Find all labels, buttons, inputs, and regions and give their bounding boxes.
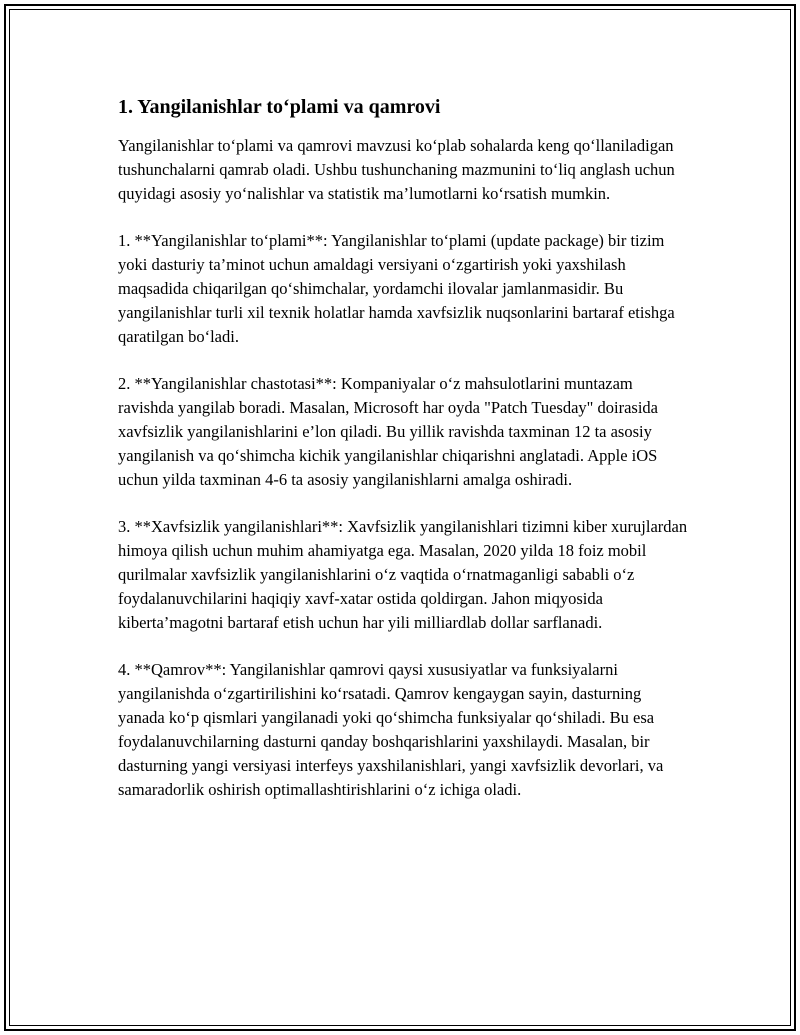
section-heading: 1. Yangilanishlar to‘plami va qamrovi <box>118 96 441 118</box>
paragraph-scope: 4. **Qamrov**: Yangilanishlar qamrovi qaysi xususiyatlar va funksiyalarni yangilanishda o‘zgartirilishini ko‘rsatadi. Qamrov kengaygan sayin, dasturning yanada ko‘p qismlari yangilanadi yoki qo‘shimcha funksiyalar qo‘shiladi. Bu esa foydalanuvchilarning dasturni qanday boshqarishlarini yaxshilaydi. Masalan, bir dasturning yangi versiyasi interfeys yaxshilanishlari, yangi xavfsizlik devorlari, va samaradorlik oshirish optimallashtirishlarini o‘z ichiga oladi. <box>118 660 664 799</box>
paragraph-security-updates: 3. **Xavfsizlik yangilanishlari**: Xavfsizlik yangilanishlari tizimni kiber xurujlardan himoya qilish uchun muhim ahamiyatga ega. Masalan, 2020 yilda 18 foiz mobil qurilmalar xavfsizlik yangilanishlarini o‘z vaqtida o‘rnatmaganligi sababli o‘z foydalanuvchilarini haqiqiy xavf-xatar ostida qoldirgan. Jahon miqyosida kiberta’magotni bartaraf etish uchun har yili milliardlab dollar sarflanadi. <box>118 517 688 632</box>
intro-paragraph: Yangilanishlar to‘plami va qamrovi mavzusi ko‘plab sohalarda keng qo‘llaniladigan tushunchalarni qamrab oladi. Ushbu tushunchaning mazmunini to‘liq anglash uchun quyidagi asosiy yo‘nalishlar va statistik ma’lumotlarni ko‘rsatish mumkin. <box>118 136 675 203</box>
document-body <box>118 94 688 825</box>
paragraph-update-frequency: 2. **Yangilanishlar chastotasi**: Kompaniyalar o‘z mahsulotlarini muntazam ravishda yangilab boradi. Masalan, Microsoft har oyda "Patch Tuesday" doirasida xavfsizlik yangilanishlarini e’lon qiladi. Bu yillik ravishda taxminan 12 ta asosiy yangilanish va qo‘shimcha kichik yangilanishlar chiqarishni anglatadi. Apple iOS uchun yilda taxminan 4-6 ta asosiy yangilanishlarni amalga oshiradi. <box>118 374 658 489</box>
paragraph-update-package: 1. **Yangilanishlar to‘plami**: Yangilanishlar to‘plami (update package) bir tizim yoki dasturiy ta’minot uchun amaldagi versiyani o‘zgartirish yoki yaxshilash maqsadida chiqarilgan qo‘shimchalar, yordamchi ilovalar jamlanmasidir. Bu yangilanishlar turli xil texnik holatlar hamda xavfsizlik nuqsonlarini bartaraf etishga qaratilgan bo‘ladi. <box>118 231 675 346</box>
